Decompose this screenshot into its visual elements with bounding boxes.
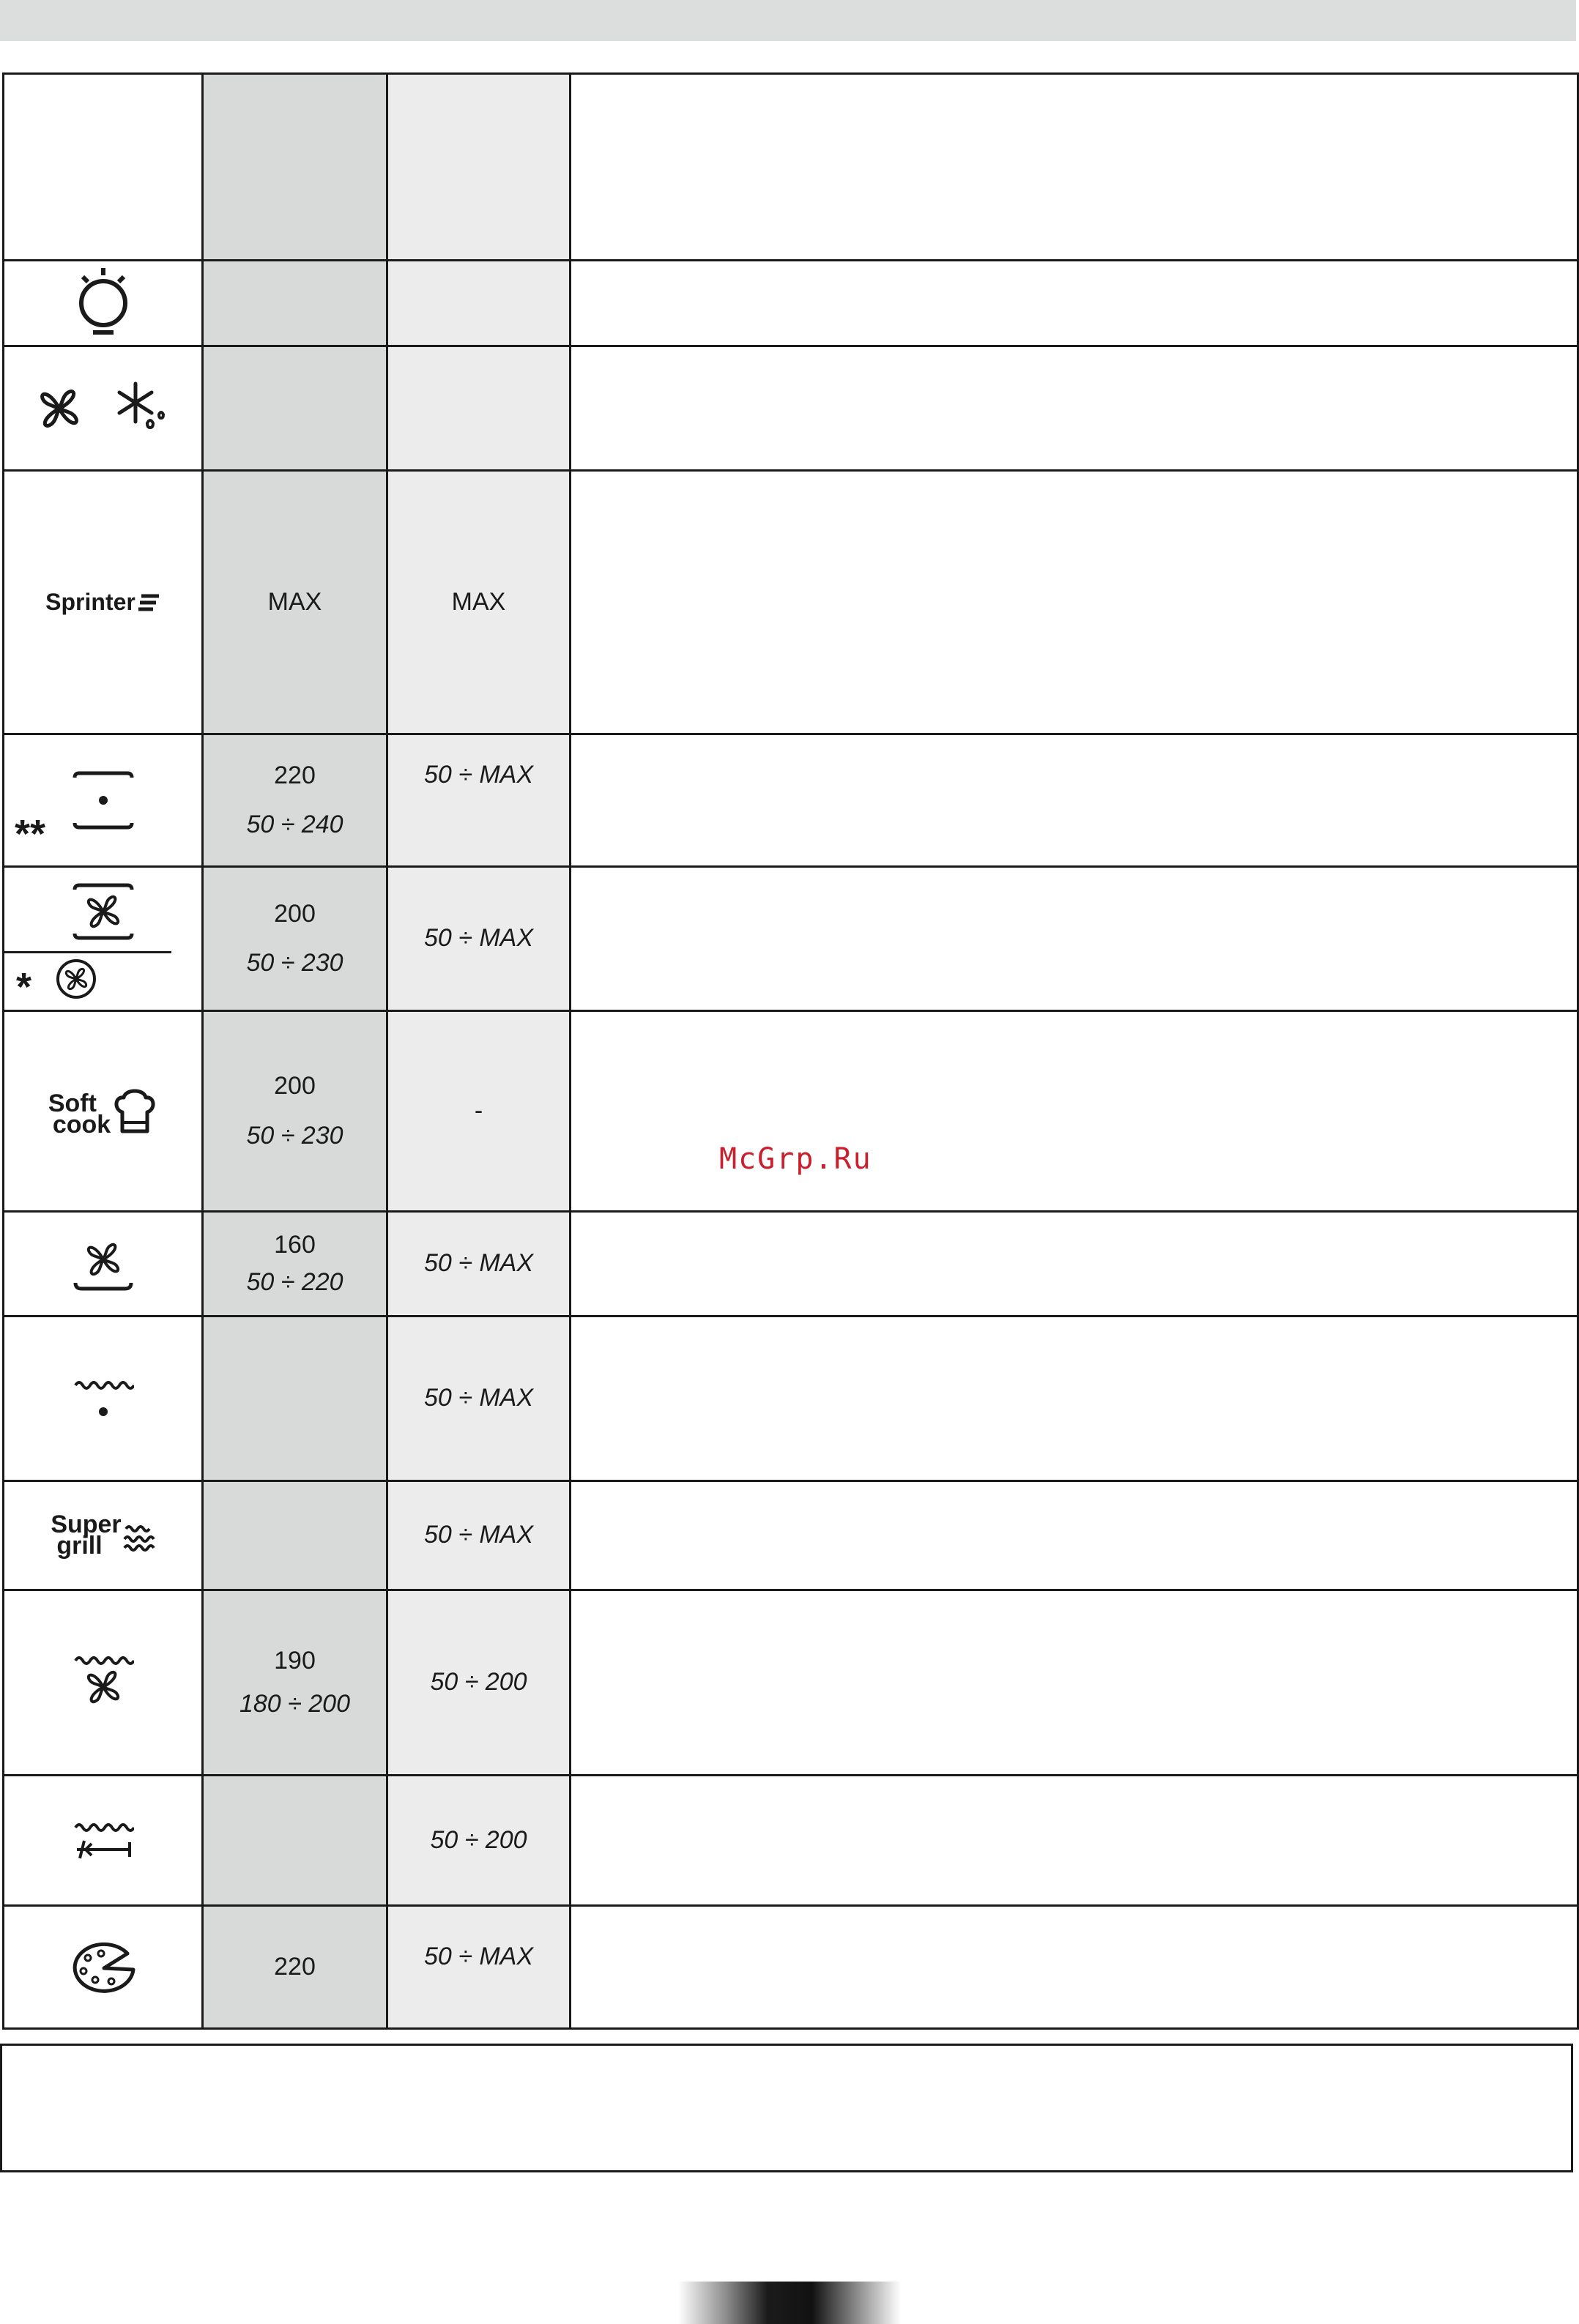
microwave-power-cell (387, 346, 571, 471)
description-cell (571, 1212, 1578, 1316)
notes-box (0, 2044, 1573, 2172)
icon-cell (4, 1212, 203, 1316)
header-bar (0, 0, 1576, 41)
fan-grill-icon (73, 1653, 134, 1712)
microwave-power-cell (387, 1316, 571, 1481)
temperature-cell (203, 1590, 387, 1776)
temperature-cell (203, 1776, 387, 1906)
grill-dot-icon (73, 1377, 134, 1420)
temperature-cell (203, 1316, 387, 1481)
microwave-power-cell (387, 261, 571, 346)
temperature-default: 160 (274, 1230, 316, 1259)
temperature-cell (203, 471, 387, 734)
table-row (4, 867, 1578, 1011)
static-heat-icon (70, 767, 136, 833)
microwave-header-cell (387, 74, 571, 261)
temperature-header-cell (203, 74, 387, 261)
icon-cell (4, 346, 203, 471)
fan-heat-icon (70, 881, 136, 942)
microwave-power-cell (387, 1481, 571, 1590)
temperature-default: MAX (267, 587, 322, 616)
temperature-default: 190 (274, 1646, 316, 1675)
description-cell (571, 1481, 1578, 1590)
table-header-row (4, 74, 1578, 261)
description-cell (571, 1906, 1578, 2029)
temperature-cell (203, 734, 387, 867)
icon-cell (4, 867, 203, 1011)
microwave-power-cell (387, 1776, 571, 1906)
icon-cell (4, 1776, 203, 1906)
table-row (4, 1590, 1578, 1776)
icon-cell (4, 261, 203, 346)
icon-cell (4, 1906, 203, 2029)
icon-cell (4, 471, 203, 734)
description-cell (571, 1011, 1578, 1212)
temperature-cell (203, 1212, 387, 1316)
icon-cell (4, 734, 203, 867)
microwave-power-value: 50 ÷ MAX (423, 1384, 534, 1412)
table-row (4, 1212, 1578, 1316)
icon-cell (4, 1316, 203, 1481)
temperature-default: 220 (274, 1952, 316, 1981)
microwave-power-cell (387, 867, 571, 1011)
rotisserie-icon (73, 1819, 134, 1863)
table-row (4, 734, 1578, 867)
description-cell (571, 1590, 1578, 1776)
temperature-range: 50 ÷ 240 (246, 811, 343, 838)
microwave-power-cell (387, 1212, 571, 1316)
cell-divider (4, 951, 171, 953)
description-cell (571, 471, 1578, 734)
temperature-default: 200 (274, 899, 316, 928)
icon-cell (4, 1011, 203, 1212)
page-number-tab (678, 2282, 901, 2324)
description-cell (571, 261, 1578, 346)
microwave-power-value: MAX (451, 587, 506, 616)
description-cell (571, 867, 1578, 1011)
programs-table (2, 72, 1579, 2030)
asterisk-marker: * (16, 965, 32, 1009)
microwave-power-value: 50 ÷ MAX (423, 1249, 534, 1278)
microwave-power-cell (387, 1906, 571, 2029)
table-row (4, 1906, 1578, 2029)
table-row (4, 346, 1578, 471)
description-header-cell (571, 74, 1578, 261)
temperature-default: 220 (274, 761, 316, 789)
defrost-icon (112, 379, 171, 438)
pizza-icon (70, 1942, 136, 1993)
double-asterisk-marker: ** (15, 812, 46, 856)
microwave-power-value: - (474, 1096, 483, 1125)
temperature-cell (203, 261, 387, 346)
microwave-power-value: 50 ÷ MAX (423, 1521, 534, 1549)
temperature-cell (203, 1481, 387, 1590)
microwave-power-value: 50 ÷ 200 (430, 1668, 527, 1697)
microwave-power-cell (387, 1011, 571, 1212)
temperature-range: 50 ÷ 220 (246, 1268, 343, 1296)
temperature-range: 50 ÷ 230 (246, 949, 343, 977)
microwave-power-value: 50 ÷ MAX (423, 924, 534, 953)
lamp-icon (74, 267, 133, 340)
microwave-power-value: 50 ÷ 200 (430, 1825, 527, 1854)
temperature-cell (203, 346, 387, 471)
microwave-power-cell (387, 1590, 571, 1776)
temperature-range: 180 ÷ 200 (239, 1690, 350, 1718)
microwave-power-cell (387, 734, 571, 867)
table-row (4, 471, 1578, 734)
icon-cell (4, 1590, 203, 1776)
sprinter-icon: Sprinter (45, 589, 135, 615)
table-row (4, 1481, 1578, 1590)
description-cell (571, 1776, 1578, 1906)
table-row (4, 1316, 1578, 1481)
temperature-cell (203, 1906, 387, 2029)
fan-icon (36, 385, 83, 432)
temperature-range: 50 ÷ 230 (246, 1121, 343, 1150)
icon-cell (4, 1481, 203, 1590)
temperature-default: 200 (274, 1072, 316, 1100)
description-cell (571, 734, 1578, 867)
microwave-power-value: 50 ÷ MAX (423, 761, 534, 789)
table-row (4, 261, 1578, 346)
temperature-cell (203, 1011, 387, 1212)
table-row (4, 1776, 1578, 1906)
microwave-power-cell (387, 471, 571, 734)
fan-circle-icon (54, 957, 98, 1001)
temperature-cell (203, 867, 387, 1011)
softcook-icon: Soft cook (48, 1087, 157, 1136)
fan-bottom-icon (73, 1234, 134, 1293)
watermark: McGrp.Ru (719, 1142, 872, 1176)
supergrill-icon: Super grill (51, 1514, 155, 1557)
description-cell (571, 1316, 1578, 1481)
icon-cell (4, 74, 203, 261)
description-cell (571, 346, 1578, 471)
microwave-power-value: 50 ÷ MAX (423, 1943, 534, 1970)
table-row (4, 1011, 1578, 1212)
